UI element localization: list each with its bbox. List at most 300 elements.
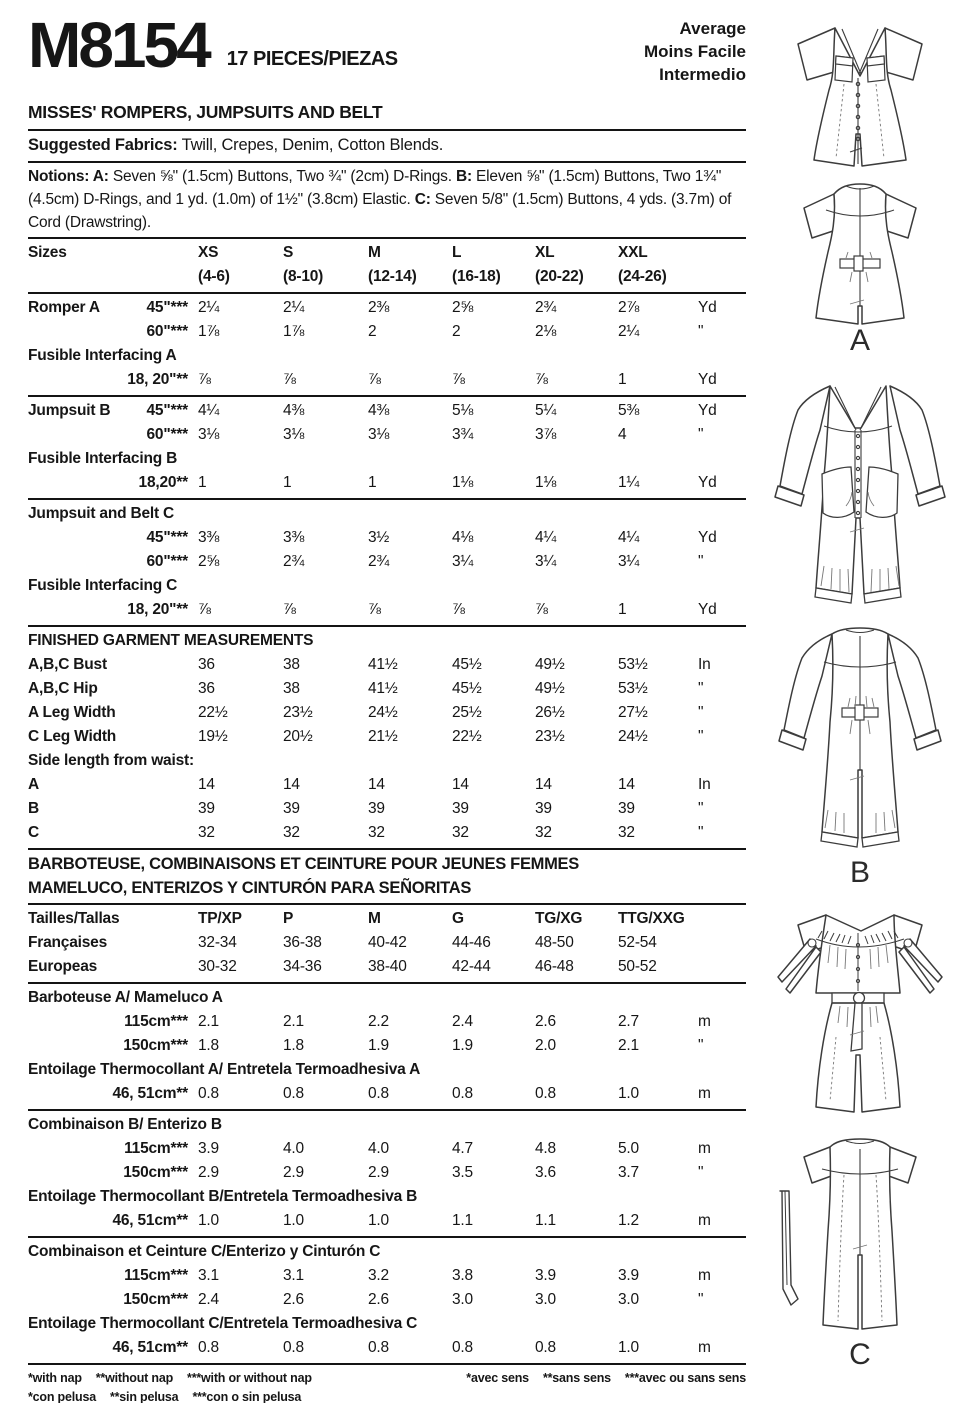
table-cell: 3¼	[535, 553, 557, 570]
list-item: Average	[679, 19, 746, 38]
table-cell: (16-18)	[452, 268, 501, 285]
table-cell: 46, 51cm**	[112, 1085, 188, 1102]
table-cell: 4⅜	[368, 402, 390, 419]
table-cell: 1⅛	[535, 474, 557, 491]
table-cell: 48-50	[535, 934, 574, 951]
table-cell: 1.0	[618, 1339, 639, 1356]
table-cell: A,B,C Hip	[28, 680, 98, 697]
table-cell: 4¼	[198, 402, 220, 419]
table-cell: S	[283, 244, 294, 261]
text-segment: B:	[455, 168, 477, 185]
table-cell: M	[368, 910, 381, 927]
row-label	[28, 653, 198, 677]
table-cell: 3.9	[535, 1267, 556, 1284]
text-segment: Seven 5/8" (1.5cm) Buttons, 4 yds. (3.7m) of Cord (Drawstring).	[28, 191, 732, 231]
table-row	[28, 701, 746, 725]
table-cell: 14	[535, 776, 552, 793]
table-row	[28, 1058, 746, 1082]
table-cell: ⅞	[535, 371, 548, 388]
table-cell: 53½	[618, 680, 648, 697]
table-cell: Entoilage Thermocollant B/Entretela Termoadhesiva B	[28, 1188, 418, 1205]
row-label	[28, 955, 198, 979]
table-cell: FINISHED GARMENT MEASUREMENTS	[28, 632, 314, 649]
divider	[28, 498, 746, 500]
row-label	[28, 265, 198, 289]
table-cell: 49½	[535, 656, 565, 673]
table-cell: 32	[535, 824, 552, 841]
table-cell: 1.1	[452, 1212, 473, 1229]
table-cell: 2⅝	[452, 299, 474, 316]
list-item: Moins Facile	[643, 41, 746, 61]
table-cell: 5¼	[535, 402, 557, 419]
table-cell: A Leg Width	[28, 704, 116, 721]
divider	[28, 129, 746, 131]
table-cell: 2¾	[368, 553, 390, 570]
pieces-count: 17 PIECES/PIEZAS	[226, 48, 398, 71]
footnotes-english	[28, 1369, 312, 1388]
table-cell: 18,20**	[138, 474, 188, 491]
table-cell: m	[698, 1140, 711, 1157]
table-cell: Yd	[698, 529, 717, 546]
table-cell: 1.0	[283, 1212, 304, 1229]
table-cell: ⅞	[283, 601, 296, 618]
table-cell: 45"***	[146, 299, 188, 316]
table-cell: 32	[452, 824, 469, 841]
table-cell: 2¾	[535, 299, 557, 316]
table-cell: 3.7	[618, 1164, 639, 1181]
heading-french: BARBOTEUSE, COMBINAISONS ET CEINTURE POUR JEUNES FEMMES	[28, 855, 579, 873]
table-cell: 1.2	[618, 1212, 639, 1229]
table-cell: 60"***	[146, 553, 188, 570]
table-cell: XXL	[618, 244, 648, 261]
table-cell: 1	[618, 371, 627, 388]
row-label	[28, 368, 198, 392]
table-cell: (12-14)	[368, 268, 417, 285]
table-cell: 2	[368, 323, 377, 340]
table-cell: (20-22)	[535, 268, 584, 285]
table-cell: G	[452, 910, 464, 927]
table-cell: 3¾	[452, 426, 474, 443]
table-cell: TTG/XXG	[618, 910, 685, 927]
table-cell: Yd	[698, 601, 717, 618]
table-cell: 14	[368, 776, 385, 793]
footnotes-french	[466, 1369, 746, 1388]
table-cell: 4.0	[368, 1140, 389, 1157]
table-cell: 2.7	[618, 1013, 639, 1030]
row-label	[28, 1034, 198, 1058]
table-cell: Barboteuse A/ Mameluco A	[28, 989, 223, 1006]
table-cell	[698, 907, 746, 931]
table-cell: 2⅞	[618, 299, 640, 316]
row-label	[28, 797, 198, 821]
table-cell: 0.8	[535, 1085, 556, 1102]
table-cell: 0.8	[452, 1085, 473, 1102]
table-cell: 41½	[368, 680, 398, 697]
fabrics-label: Suggested Fabrics:	[28, 136, 178, 154]
table-cell: 39	[198, 800, 215, 817]
table-cell: 1.9	[452, 1037, 473, 1054]
table-row	[28, 344, 746, 368]
table-cell: 60"***	[146, 323, 188, 340]
table-cell: 2.1	[618, 1037, 639, 1054]
table-row	[28, 1240, 746, 1264]
table-cell: 4¼	[535, 529, 557, 546]
divider	[28, 1236, 746, 1238]
table-cell: 39	[618, 800, 635, 817]
divider	[28, 237, 746, 239]
table-row	[28, 1288, 746, 1312]
table-cell: 44-46	[452, 934, 491, 951]
table-cell: "	[698, 680, 704, 697]
view-b-label: B	[849, 856, 870, 889]
row-label	[28, 296, 198, 320]
yardage-table-english	[28, 241, 746, 845]
table-cell: ⅞	[198, 371, 211, 388]
footnote-line-1	[28, 1369, 746, 1388]
table-cell: 0.8	[368, 1339, 389, 1356]
table-cell: Sizes	[28, 244, 67, 261]
table-row	[28, 368, 746, 392]
table-row	[28, 399, 746, 423]
table-cell: 5⅛	[452, 402, 474, 419]
view-a-back-illustration	[758, 176, 962, 326]
table-row	[28, 447, 746, 471]
table-cell: 2.6	[368, 1291, 389, 1308]
table-cell: XL	[535, 244, 555, 261]
table-cell: 2	[452, 323, 461, 340]
table-cell: Fusible Interfacing A	[28, 347, 177, 364]
row-label	[28, 550, 198, 574]
table-cell: 38	[283, 656, 300, 673]
table-cell: 1⅞	[198, 323, 220, 340]
table-cell: TP/XP	[198, 910, 242, 927]
row-label	[28, 423, 198, 447]
table-cell: 46, 51cm**	[112, 1339, 188, 1356]
table-cell: A,B,C Bust	[28, 656, 107, 673]
table-cell: 2.1	[283, 1013, 304, 1030]
table-cell: 5⅜	[618, 402, 640, 419]
table-row	[28, 1034, 746, 1058]
view-b-front-illustration	[758, 372, 962, 620]
view-a-front-illustration	[758, 16, 962, 168]
table-cell: m	[698, 1267, 711, 1284]
table-cell: 1	[618, 601, 627, 618]
table-row	[28, 502, 746, 526]
table-cell: 1	[283, 474, 292, 491]
table-cell: 4⅜	[283, 402, 305, 419]
table-cell: 3.0	[618, 1291, 639, 1308]
table-cell: 39	[452, 800, 469, 817]
table-cell: Françaises	[28, 934, 107, 951]
table-cell: 3⅞	[535, 426, 557, 443]
table-cell: 1	[368, 474, 377, 491]
view-b-back-illustration	[758, 622, 962, 854]
table-cell: Yd	[698, 299, 717, 316]
table-cell: Jumpsuit B	[28, 402, 111, 419]
table-cell: 3⅛	[198, 426, 220, 443]
table-cell: Fusible Interfacing C	[28, 577, 178, 594]
table-cell: 3¼	[452, 553, 474, 570]
table-cell: In	[698, 656, 711, 673]
table-row	[28, 986, 746, 1010]
table-cell: 115cm***	[124, 1140, 188, 1157]
table-row	[28, 907, 746, 931]
view-a-label: A	[849, 324, 870, 357]
table-cell: (24-26)	[618, 268, 667, 285]
table-cell: 2.6	[535, 1013, 556, 1030]
table-row	[28, 598, 746, 622]
table-row	[28, 1336, 746, 1360]
table-cell: 115cm***	[124, 1267, 188, 1284]
row-label	[28, 1010, 198, 1034]
row-label	[28, 598, 198, 622]
table-cell: 4	[618, 426, 627, 443]
row-label	[28, 725, 198, 749]
table-cell: 18, 20"**	[127, 601, 188, 618]
table-cell: 14	[618, 776, 635, 793]
table-cell: 25½	[452, 704, 482, 721]
table-cell: 115cm***	[124, 1013, 188, 1030]
table-cell: 2⅝	[198, 553, 220, 570]
table-row	[28, 265, 746, 289]
table-cell: 2¼	[198, 299, 220, 316]
divider	[28, 625, 746, 627]
list-item: *with nap	[28, 1370, 82, 1385]
table-cell: 1.9	[368, 1037, 389, 1054]
table-cell: 1⅛	[452, 474, 474, 491]
list-item: **sin pelusa	[109, 1389, 179, 1403]
table-cell	[698, 241, 746, 265]
table-cell: ⅞	[452, 371, 465, 388]
table-cell: 1.0	[198, 1212, 219, 1229]
table-cell: 2.9	[198, 1164, 219, 1181]
list-item: *con pelusa	[28, 1389, 96, 1403]
table-cell: 150cm***	[123, 1037, 188, 1054]
row-label	[28, 931, 198, 955]
divider	[28, 292, 746, 294]
table-cell: 32	[618, 824, 635, 841]
table-row	[28, 423, 746, 447]
table-row	[28, 1312, 746, 1336]
row-label	[28, 1082, 198, 1106]
row-label	[28, 907, 198, 931]
table-cell: 36	[198, 680, 215, 697]
table-cell: "	[698, 553, 704, 570]
table-cell: "	[698, 824, 704, 841]
table-cell: 30-32	[198, 958, 237, 975]
table-cell: 2¾	[283, 553, 305, 570]
table-row	[28, 1113, 746, 1137]
text-segment: Eleven ⅝" (1.5cm) Buttons, Two 1¾" (4.5cm) D-Rings, and 1 yd. (1.0m) of 1½" (3.8cm) Elastic.	[28, 168, 722, 208]
table-cell: 4⅛	[452, 529, 474, 546]
footnotes-spanish	[28, 1388, 301, 1403]
table-row	[28, 797, 746, 821]
list-item: **sans sens	[542, 1370, 611, 1385]
table-cell: 46-48	[535, 958, 574, 975]
table-row	[28, 1082, 746, 1106]
table-cell: Tailles/Tallas	[28, 910, 120, 927]
table-cell: 39	[535, 800, 552, 817]
table-cell: Entoilage Thermocollant A/ Entretela Termoadhesiva A	[28, 1061, 421, 1078]
table-cell: Jumpsuit and Belt C	[28, 505, 175, 522]
header	[28, 9, 746, 96]
table-cell	[698, 265, 746, 289]
row-label	[28, 1288, 198, 1312]
table-cell: 53½	[618, 656, 648, 673]
table-cell: 2¼	[283, 299, 305, 316]
table-cell: m	[698, 1085, 711, 1102]
table-cell: 23½	[283, 704, 313, 721]
text-column	[28, 9, 746, 1403]
table-cell: "	[698, 1291, 704, 1308]
table-cell: 46, 51cm**	[112, 1212, 188, 1229]
table-cell: 1.1	[535, 1212, 556, 1229]
table-cell: 3.0	[535, 1291, 556, 1308]
table-cell: 3⅜	[198, 529, 220, 546]
table-cell: "	[698, 728, 704, 745]
table-cell: 150cm***	[123, 1291, 188, 1308]
table-cell: 2⅛	[535, 323, 557, 340]
table-cell: m	[698, 1013, 711, 1030]
table-cell: 3.1	[283, 1267, 304, 1284]
row-label	[28, 773, 198, 797]
suggested-fabrics	[28, 133, 746, 158]
table-cell: 1⅞	[283, 323, 305, 340]
table-cell: 38-40	[368, 958, 407, 975]
table-cell: 36	[198, 656, 215, 673]
table-cell: In	[698, 776, 711, 793]
table-cell: Combinaison B/ Enterizo B	[28, 1116, 222, 1133]
divider	[28, 395, 746, 397]
row-label	[28, 1264, 198, 1288]
table-cell: 2¼	[618, 323, 640, 340]
table-row	[28, 677, 746, 701]
table-cell: Romper A	[28, 299, 100, 316]
table-cell: 40-42	[368, 934, 407, 951]
table-cell: 45"***	[146, 529, 188, 546]
table-row	[28, 1209, 746, 1233]
table-cell: M	[368, 244, 381, 261]
text-segment: Notions: A:	[28, 168, 113, 185]
table-cell: 0.8	[198, 1085, 219, 1102]
table-cell: 2.9	[283, 1164, 304, 1181]
list-item: *avec sens	[466, 1370, 529, 1385]
divider	[28, 161, 746, 163]
table-cell: Entoilage Thermocollant C/Entretela Termoadhesiva C	[28, 1315, 418, 1332]
table-cell: 3.9	[618, 1267, 639, 1284]
row-label	[28, 821, 198, 845]
table-cell: 39	[368, 800, 385, 817]
table-cell: 3.6	[535, 1164, 556, 1181]
table-cell: 2.1	[198, 1013, 219, 1030]
table-cell: Yd	[698, 402, 717, 419]
fabrics-text: Twill, Crepes, Denim, Cotton Blends.	[177, 136, 444, 154]
table-cell: 42-44	[452, 958, 491, 975]
table-cell	[698, 931, 746, 955]
table-cell: 2.9	[368, 1164, 389, 1181]
table-cell: (4-6)	[198, 268, 230, 285]
divider	[28, 982, 746, 984]
list-item: ***con o sin pelusa	[192, 1389, 302, 1403]
table-cell: 4.0	[283, 1140, 304, 1157]
list-item: **without nap	[95, 1370, 174, 1385]
table-cell: C Leg Width	[28, 728, 117, 745]
table-cell: "	[698, 704, 704, 721]
table-cell: ⅞	[283, 371, 296, 388]
table-cell: 22½	[452, 728, 482, 745]
table-cell: 0.8	[452, 1339, 473, 1356]
table-cell: 1.0	[618, 1085, 639, 1102]
table-cell: 32	[283, 824, 300, 841]
table-cell: 38	[283, 680, 300, 697]
table-cell: 32-34	[198, 934, 237, 951]
table-cell: 52-54	[618, 934, 657, 951]
table-cell: 3¼	[618, 553, 640, 570]
table-cell: Yd	[698, 474, 717, 491]
table-row	[28, 821, 746, 845]
table-cell: L	[452, 244, 462, 261]
table-cell: 18, 20"**	[127, 371, 188, 388]
table-cell: 27½	[618, 704, 648, 721]
table-cell: 3.5	[452, 1164, 473, 1181]
divider	[28, 848, 746, 850]
table-cell: 60"***	[146, 426, 188, 443]
row-label	[28, 701, 198, 725]
table-cell: 14	[198, 776, 215, 793]
table-cell: 2.4	[198, 1291, 219, 1308]
table-cell: Yd	[698, 371, 717, 388]
table-cell: "	[698, 1164, 704, 1181]
table-cell: 3.1	[198, 1267, 219, 1284]
table-cell	[698, 955, 746, 979]
table-cell: 1¼	[618, 474, 640, 491]
table-cell: P	[283, 910, 294, 927]
row-label	[28, 241, 198, 265]
table-cell: 2⅜	[368, 299, 390, 316]
table-row	[28, 1010, 746, 1034]
table-cell: A	[28, 776, 39, 793]
table-cell: 0.8	[198, 1339, 219, 1356]
table-cell: 19½	[198, 728, 228, 745]
table-cell: 3½	[368, 529, 390, 546]
divider	[28, 903, 746, 905]
table-row	[28, 653, 746, 677]
notions-paragraph	[28, 165, 746, 234]
table-cell: 21½	[368, 728, 398, 745]
table-cell: 49½	[535, 680, 565, 697]
table-cell: 1	[198, 474, 207, 491]
divider	[28, 1109, 746, 1111]
table-cell: 14	[452, 776, 469, 793]
table-row	[28, 1137, 746, 1161]
table-row	[28, 1161, 746, 1185]
row-label	[28, 1336, 198, 1360]
table-cell: 32	[198, 824, 215, 841]
table-cell: 0.8	[283, 1339, 304, 1356]
table-cell: TG/XG	[535, 910, 583, 927]
table-row	[28, 241, 746, 265]
view-c-back-illustration	[758, 1135, 962, 1333]
table-cell: 3.2	[368, 1267, 389, 1284]
row-label	[28, 677, 198, 701]
table-cell: "	[698, 800, 704, 817]
table-cell: m	[698, 1339, 711, 1356]
table-cell: 0.8	[283, 1085, 304, 1102]
table-cell: 32	[368, 824, 385, 841]
table-cell: 3⅛	[283, 426, 305, 443]
heading-spanish: MAMELUCO, ENTERIZOS Y CINTURÓN PARA SEÑORITAS	[28, 879, 472, 897]
table-cell: 14	[283, 776, 300, 793]
